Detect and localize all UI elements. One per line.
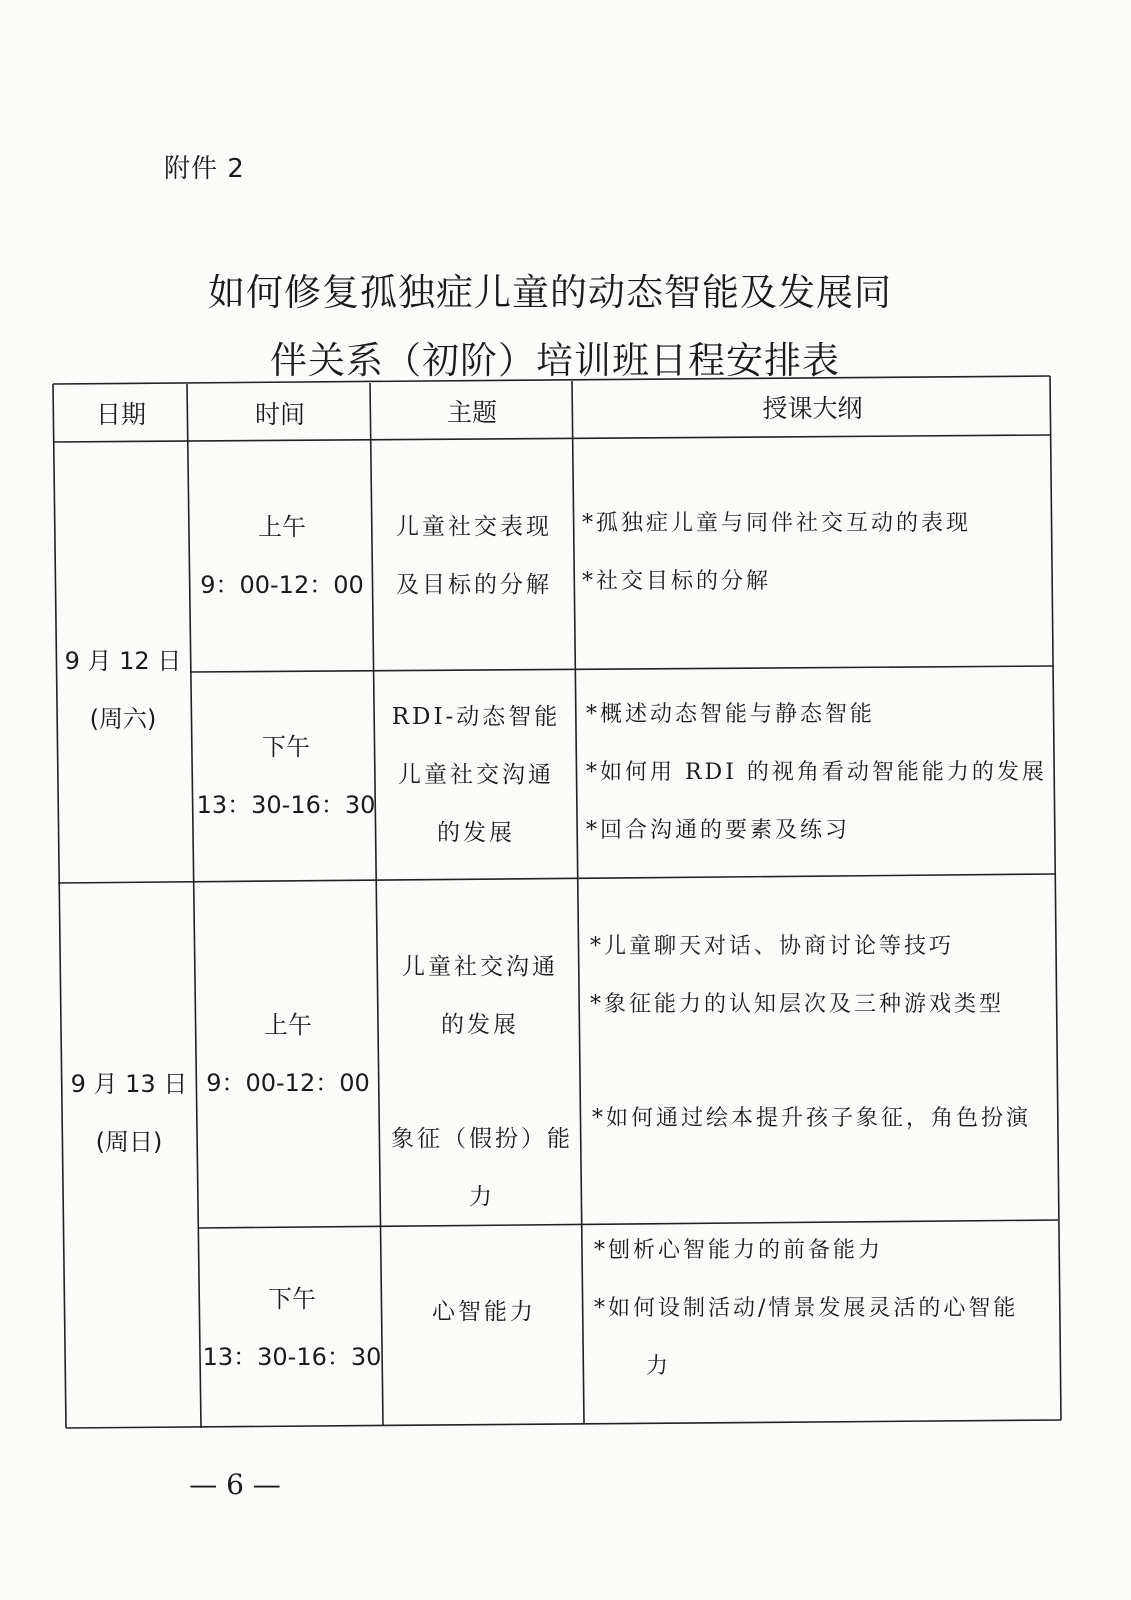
d2s2-topic-line: 心智能力 (432, 1299, 536, 1325)
d2s1-topic2-line: 力 (469, 1184, 495, 1210)
d1s1-outline-cell (582, 495, 971, 611)
outline-item: *概述动态智能与静态智能 (586, 702, 876, 727)
outline-item: *刨析心智能力的前备能力 (594, 1238, 884, 1263)
d2s1-period: 上午 (264, 1011, 312, 1039)
d1s1-topic-cell (374, 496, 574, 616)
document-title-line1: 如何修复孤独症儿童的动态智能及发展同 (208, 271, 892, 314)
d2s2-time-cell (202, 1268, 382, 1388)
d1s2-topic-line: RDI-动态智能 (391, 704, 561, 730)
header-outline: 授课大纲 (762, 394, 863, 423)
outline-item: *如何用 RDI 的视角看动智能能力的发展 (586, 760, 1047, 785)
d1s1-time-cell (192, 496, 372, 616)
d2s1-topic-cell (380, 936, 580, 1056)
outline-item: *如何通过绘本提升孩子象征，角色扮演 (592, 1106, 1032, 1131)
page-number: — 6 — (189, 1468, 281, 1501)
day1-date-cell (58, 630, 188, 750)
d2s2-topic-cell (384, 1280, 584, 1344)
d1s2-outline-cell (586, 686, 1047, 860)
document-title-line2: 伴关系（初阶）培训班日程安排表 (270, 339, 840, 382)
d1s1-topic-line: 儿童社交表现 (396, 514, 552, 540)
d2s1-outline-cell (590, 918, 1004, 1034)
d2s2-time: 13：30-16：30 (202, 1343, 382, 1371)
outline-item: *儿童聊天对话、协商讨论等技巧 (590, 934, 955, 959)
outline-item: *如何设制活动/情景发展灵活的心智能 (594, 1296, 1019, 1321)
day2-date: 9 月 13 日 (70, 1070, 188, 1098)
d2s1-topic2-cell (382, 1108, 582, 1228)
d2s1-topic-line: 儿童社交沟通 (402, 954, 558, 980)
d2s1-time-cell (198, 994, 378, 1114)
day2-weekday: (周日) (95, 1128, 163, 1156)
d1s2-time-cell (196, 716, 376, 836)
outline-item: 力 (646, 1354, 672, 1379)
day1-weekday: (周六) (89, 705, 157, 733)
d1s1-time: 9：00-12：00 (200, 571, 364, 599)
d1s2-time: 13：30-16：30 (196, 791, 376, 819)
d1s1-topic-line: 及目标的分解 (396, 572, 552, 598)
header-date: 日期 (95, 400, 146, 429)
outline-item: *孤独症儿童与同伴社交互动的表现 (582, 511, 972, 536)
outline-item: *象征能力的认知层次及三种游戏类型 (590, 992, 1005, 1017)
outline-item: *社交目标的分解 (582, 569, 772, 594)
attachment-label: 附件 2 (164, 154, 245, 184)
header-time: 时间 (254, 400, 305, 429)
header-topic: 主题 (446, 398, 497, 427)
d2s2-outline-cell (594, 1222, 1018, 1396)
d1s2-topic-line: 的发展 (437, 820, 515, 846)
outline-item: *回合沟通的要素及练习 (586, 818, 851, 843)
d2s2-period: 下午 (268, 1285, 316, 1313)
d1s2-period: 下午 (262, 733, 310, 761)
d1s1-period: 上午 (258, 513, 306, 541)
d2s1-topic-line: 的发展 (441, 1012, 519, 1038)
d1s2-topic-line: 儿童社交沟通 (398, 762, 554, 788)
day1-date: 9 月 12 日 (64, 647, 182, 675)
d2s1-time: 9：00-12：00 (206, 1069, 370, 1097)
d1s2-topic-cell (376, 688, 576, 862)
day2-date-cell (64, 1053, 194, 1173)
d2s1-topic2-line: 象征（假扮）能 (391, 1126, 573, 1152)
d2s1-outline2-cell (592, 1090, 1031, 1148)
